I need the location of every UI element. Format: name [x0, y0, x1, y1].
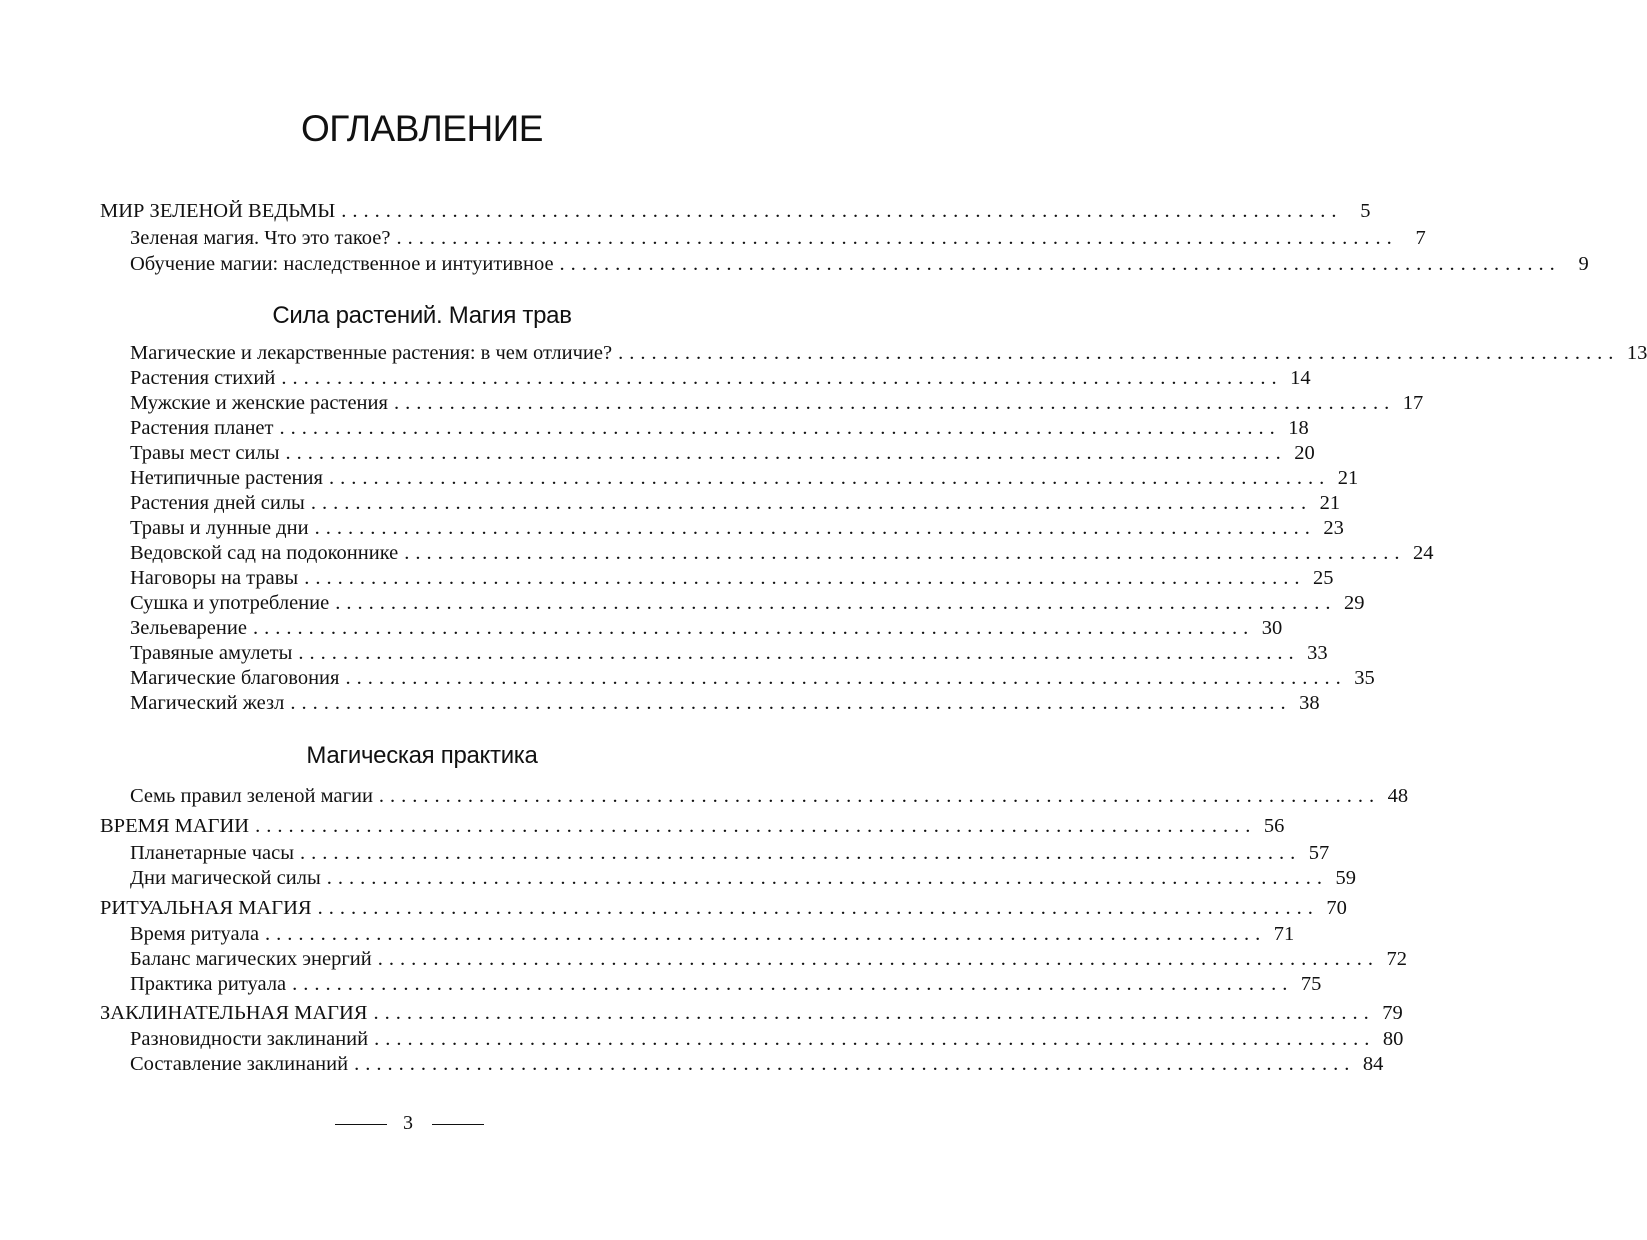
entry-page: 7	[1415, 227, 1426, 249]
entry-page: 75	[1300, 973, 1322, 995]
section-heading: Сила растений. Магия трав	[272, 302, 572, 329]
entry-label: Ведовской сад на подоконнике	[130, 542, 399, 564]
leader-dots: ..........................................................................................	[396, 227, 1398, 249]
entry-page: 23	[1323, 517, 1344, 539]
entry-label: Магический жезл	[130, 692, 285, 714]
leader-dots: ..........................................................................................	[345, 667, 1347, 689]
leader-dots: ..........................................................................................	[290, 692, 1292, 714]
entry-page: 84	[1362, 1053, 1384, 1075]
entry-label: Составление заклинаний	[130, 1053, 349, 1075]
leader-dots: ..........................................................................................	[374, 1028, 1376, 1050]
toc-entry	[130, 948, 1407, 974]
leader-dots: ..........................................................................................	[310, 492, 1313, 514]
entry-page: 79	[1382, 1002, 1403, 1024]
toc-entry	[130, 617, 1283, 643]
leader-dots: ..........................................................................................	[298, 642, 1300, 664]
entry-label: Зельеварение	[130, 617, 247, 639]
entry-page: 30	[1261, 617, 1283, 639]
toc-entry	[100, 815, 1285, 841]
entry-page: 59	[1335, 867, 1356, 889]
footer-rule-right	[432, 1124, 484, 1125]
toc-entry	[130, 642, 1328, 668]
entry-label: Магические и лекарственные растения: в чем отличие?	[130, 342, 613, 364]
page-number: 3	[403, 1112, 413, 1134]
leader-dots: ..........................................................................................	[373, 1002, 1375, 1024]
entry-label: Семь правил зеленой магии	[130, 785, 373, 807]
entry-page: 9	[1578, 253, 1589, 275]
toc-entry	[130, 923, 1295, 949]
toc-entry	[130, 253, 1589, 279]
entry-page: 17	[1402, 392, 1424, 414]
entry-label: РИТУАЛЬНАЯ МАГИЯ	[100, 897, 312, 919]
entry-label: Разновидности заклинаний	[130, 1028, 369, 1050]
entry-label: Нетипичные растения	[130, 467, 323, 489]
entry-label: Практика ритуала	[130, 973, 287, 995]
toc-entry	[130, 785, 1409, 811]
toc-entry	[130, 842, 1330, 868]
leader-dots: ..........................................................................................	[335, 592, 1337, 614]
toc-entry	[130, 867, 1356, 893]
toc-entry	[130, 227, 1426, 253]
leader-dots: ..........................................................................................	[292, 973, 1294, 995]
leader-dots: ..........................................................................................	[377, 948, 1379, 970]
entry-label: Планетарные часы	[130, 842, 295, 864]
entry-label: Обучение магии: наследственное и интуитивное	[130, 253, 554, 275]
entry-page: 18	[1288, 417, 1309, 439]
entry-label: ЗАКЛИНАТЕЛЬНАЯ МАГИЯ	[100, 1002, 368, 1024]
toc-entry	[130, 442, 1315, 468]
page-title: ОГЛАВЛЕНИЕ	[301, 108, 543, 149]
toc-entry	[130, 1028, 1404, 1054]
entry-page: 25	[1312, 567, 1334, 589]
toc-entry	[130, 517, 1344, 543]
entry-page: 70	[1326, 897, 1347, 919]
entry-label: Травы и лунные дни	[130, 517, 309, 539]
entry-label: ВРЕМЯ МАГИИ	[100, 815, 250, 837]
toc-entry	[100, 200, 1371, 226]
entry-page: 48	[1387, 785, 1409, 807]
leader-dots: ..........................................................................................	[255, 815, 1257, 837]
toc-entry	[130, 1053, 1384, 1079]
toc-entry	[130, 667, 1375, 693]
toc-entry	[100, 897, 1347, 923]
entry-label: Дни магической силы	[130, 867, 321, 889]
leader-dots: ..........................................................................................	[404, 542, 1406, 564]
entry-label: Растения дней силы	[130, 492, 305, 514]
leader-dots: ..........................................................................................	[281, 367, 1283, 389]
toc-entry	[130, 492, 1341, 518]
leader-dots: ..........................................................................................	[304, 567, 1306, 589]
entry-label: Время ритуала	[130, 923, 260, 945]
leader-dots: ..........................................................................................	[252, 617, 1255, 639]
entry-page: 56	[1263, 815, 1285, 837]
entry-label: Растения планет	[130, 417, 274, 439]
toc-entry	[130, 973, 1322, 999]
leader-dots: ..........................................................................................	[300, 842, 1302, 864]
toc-entry	[130, 367, 1311, 393]
entry-label: Наговоры на травы	[130, 567, 299, 589]
entry-page: 29	[1343, 592, 1365, 614]
footer-rule-left	[335, 1124, 387, 1125]
toc-entry	[130, 692, 1320, 718]
entry-label: Магические благовония	[130, 667, 340, 689]
entry-page: 71	[1273, 923, 1295, 945]
entry-page: 21	[1319, 492, 1341, 514]
leader-dots: ..........................................................................................	[314, 517, 1316, 539]
leader-dots: ..........................................................................................	[317, 897, 1319, 919]
entry-page: 20	[1294, 442, 1315, 464]
leader-dots: ..........................................................................................	[279, 417, 1281, 439]
toc-entry	[130, 592, 1365, 618]
leader-dots: ..........................................................................................	[618, 342, 1620, 364]
leader-dots: ..........................................................................................	[393, 392, 1396, 414]
toc-entry	[130, 342, 1647, 368]
entry-label: МИР ЗЕЛЕНОЙ ВЕДЬМЫ	[100, 200, 336, 222]
entry-page: 24	[1413, 542, 1434, 564]
toc-entry	[130, 542, 1434, 568]
leader-dots: ..........................................................................................	[285, 442, 1287, 464]
toc-entry	[130, 392, 1424, 418]
section-heading: Магическая практика	[306, 742, 538, 769]
entry-page: 35	[1354, 667, 1375, 689]
entry-page: 57	[1308, 842, 1330, 864]
entry-page: 14	[1290, 367, 1311, 389]
page-footer	[0, 1112, 844, 1136]
entry-page: 21	[1337, 467, 1359, 489]
entry-label: Мужские и женские растения	[130, 392, 388, 414]
entry-page: 72	[1386, 948, 1407, 970]
entry-label: Травяные амулеты	[130, 642, 293, 664]
entry-page: 5	[1360, 200, 1371, 222]
leader-dots: ..........................................................................................	[265, 923, 1267, 945]
entry-page: 33	[1307, 642, 1328, 664]
entry-page: 38	[1299, 692, 1320, 714]
entry-label: Травы мест силы	[130, 442, 280, 464]
entry-label: Растения стихий	[130, 367, 276, 389]
leader-dots: ..........................................................................................	[378, 785, 1381, 807]
leader-dots: ..........................................................................................	[328, 467, 1331, 489]
toc-entry	[130, 417, 1309, 443]
entry-page: 13	[1626, 342, 1647, 364]
leader-dots: ..........................................................................................	[341, 200, 1343, 222]
toc-entry	[100, 1002, 1403, 1028]
leader-dots: ..........................................................................................	[354, 1053, 1356, 1075]
toc-entry	[130, 567, 1334, 593]
entry-page: 80	[1382, 1028, 1404, 1050]
leader-dots: ..........................................................................................	[326, 867, 1328, 889]
entry-label: Сушка и употребление	[130, 592, 330, 614]
entry-label: Баланс магических энергий	[130, 948, 372, 970]
toc-entry	[130, 467, 1359, 493]
entry-label: Зеленая магия. Что это такое?	[130, 227, 391, 249]
leader-dots: ..........................................................................................	[559, 253, 1561, 275]
